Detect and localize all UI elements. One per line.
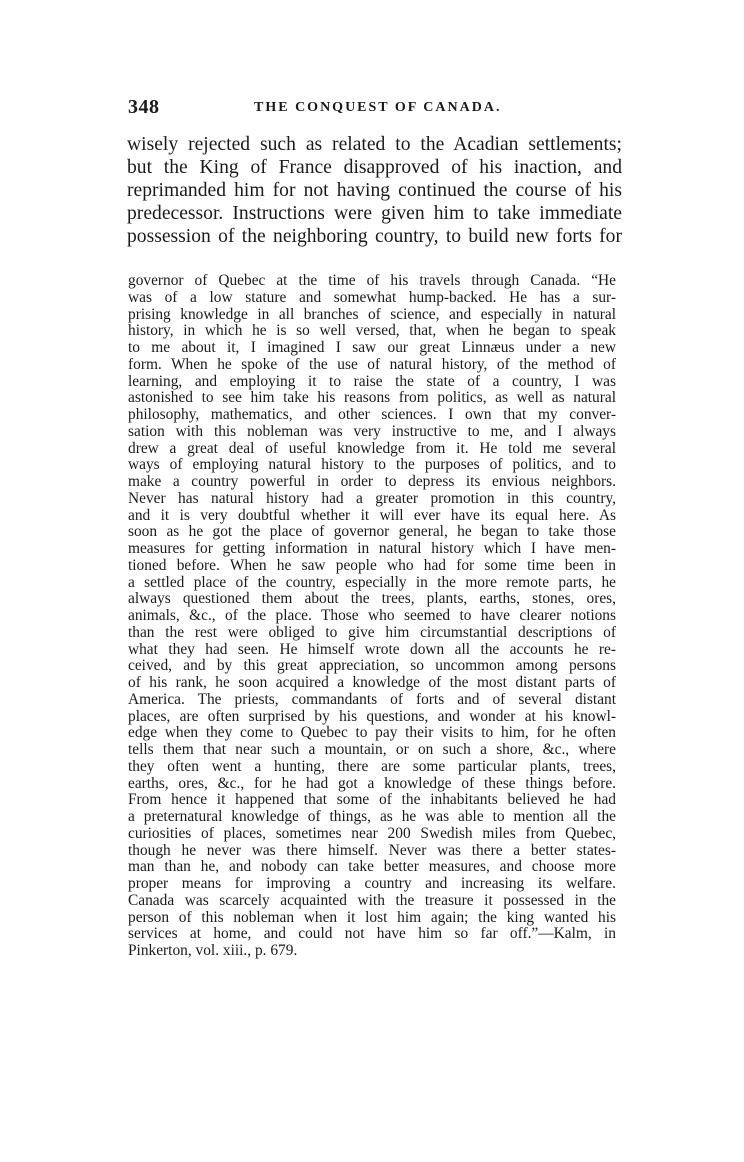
footnote-line: always questioned them about the trees, plants, earths, stones, ores,: [128, 591, 616, 608]
main-text: [127, 133, 622, 248]
main-text-line: but the King of France disapproved of his inaction, and: [127, 157, 622, 178]
footnote-line: proper means for improving a country and increasing its welfare.: [128, 876, 616, 892]
main-text-line: wisely rejected such as related to the Acadian settlements;: [127, 134, 622, 155]
footnote-line: they often went a hunting, there are some particular plants, trees,: [128, 758, 616, 775]
page-number: 348: [128, 96, 160, 118]
footnote-line: learning, and employing it to raise the state of a country, I was: [128, 373, 616, 390]
footnote-line: Pinkerton, vol. xiii., p. 679.: [128, 943, 298, 959]
footnote-line: curiosities of places, sometimes near 200 Swedish miles from Quebec,: [128, 825, 616, 842]
footnote-line: though he never was there himself. Never was there a better states-: [128, 842, 616, 859]
footnote-line: From hence it happened that some of the inhabitants believed he had: [128, 792, 616, 809]
main-text-line: predecessor. Instructions were given him to take immediate: [127, 203, 622, 224]
footnote-line: to me about it, I imagined I saw our great Linnæus under a new: [128, 340, 616, 356]
footnote-line: governor of Quebec at the time of his travels through Canada. “He: [128, 273, 616, 289]
footnote-line: what they had seen. He himself wrote down all the accounts he re-: [128, 641, 616, 658]
footnote-line: measures for getting information in natural history which I have men-: [128, 541, 616, 557]
footnote: [128, 273, 616, 960]
footnote-line: history, in which he is so well versed, that, when he began to speak: [128, 323, 616, 340]
footnote-line: ceived, and by this great appreciation, so uncommon among persons: [128, 658, 616, 675]
footnote-line: than the rest were obliged to give him circumstantial descriptions of: [128, 624, 616, 641]
footnote-line: places, are often surprised by his questions, and wonder at his knowl-: [128, 708, 616, 725]
footnote-line: of his rank, he soon acquired a knowledge of the most distant parts of: [128, 675, 616, 691]
footnote-line: philosophy, mathematics, and other sciences. I own that my conver-: [128, 407, 616, 423]
footnote-line: drew a great deal of useful knowledge from it. He told me several: [128, 440, 616, 457]
footnote-line: make a country powerful in order to depress its envious neighbors.: [128, 474, 616, 490]
footnote-line: was of a low stature and somewhat hump-backed. He has a sur-: [128, 289, 616, 306]
footnote-line: Never has natural history had a greater promotion in this country,: [128, 490, 616, 507]
footnote-line: a settled place of the country, especially in the more remote parts, he: [128, 574, 616, 591]
main-text-line: possession of the neighboring country, to build new forts for: [127, 226, 622, 247]
footnote-line: ways of employing natural history to the purposes of politics, and to: [128, 457, 616, 474]
footnote-line: edge when they come to Quebec to pay their visits to him, for he often: [128, 725, 616, 742]
footnote-line: animals, &c., of the place. Those who seemed to have clearer notions: [128, 608, 616, 624]
main-text-line: reprimanded him for not having continued the course of his: [127, 180, 622, 201]
footnote-line: and it is very doubtful whether it will ever have its equal here. As: [128, 507, 616, 524]
footnote-line: man than he, and nobody can take better measures, and choose more: [128, 859, 616, 876]
footnote-line: form. When he spoke of the use of natural history, of the method of: [128, 356, 616, 373]
footnote-line: sation with this nobleman was very instructive to me, and I always: [128, 423, 616, 440]
footnote-line: a preternatural knowledge of things, as he was able to mention all the: [128, 809, 616, 825]
footnote-line: tells them that near such a mountain, or on such a shore, &c., where: [128, 742, 616, 758]
footnote-line: Canada was scarcely acquainted with the treasure it possessed in the: [128, 892, 616, 909]
footnote-line: soon as he got the place of governor general, he began to take those: [128, 524, 616, 541]
footnote-line: services at home, and could not have him so far off.”—Kalm, in: [128, 926, 616, 943]
footnote-line: tioned before. When he saw people who had for some time been in: [128, 557, 616, 574]
footnote-line: person of this nobleman when it lost him again; the king wanted his: [128, 909, 616, 926]
footnote-line: earths, ores, &c., for he had got a knowledge of these things before.: [128, 775, 616, 792]
footnote-line: prising knowledge in all branches of science, and especially in natural: [128, 306, 616, 323]
footnote-line: America. The priests, commandants of forts and of several distant: [128, 691, 616, 708]
running-title: THE CONQUEST OF CANADA.: [254, 100, 502, 115]
footnote-line: astonished to see him take his reasons from politics, as well as natural: [128, 390, 616, 407]
